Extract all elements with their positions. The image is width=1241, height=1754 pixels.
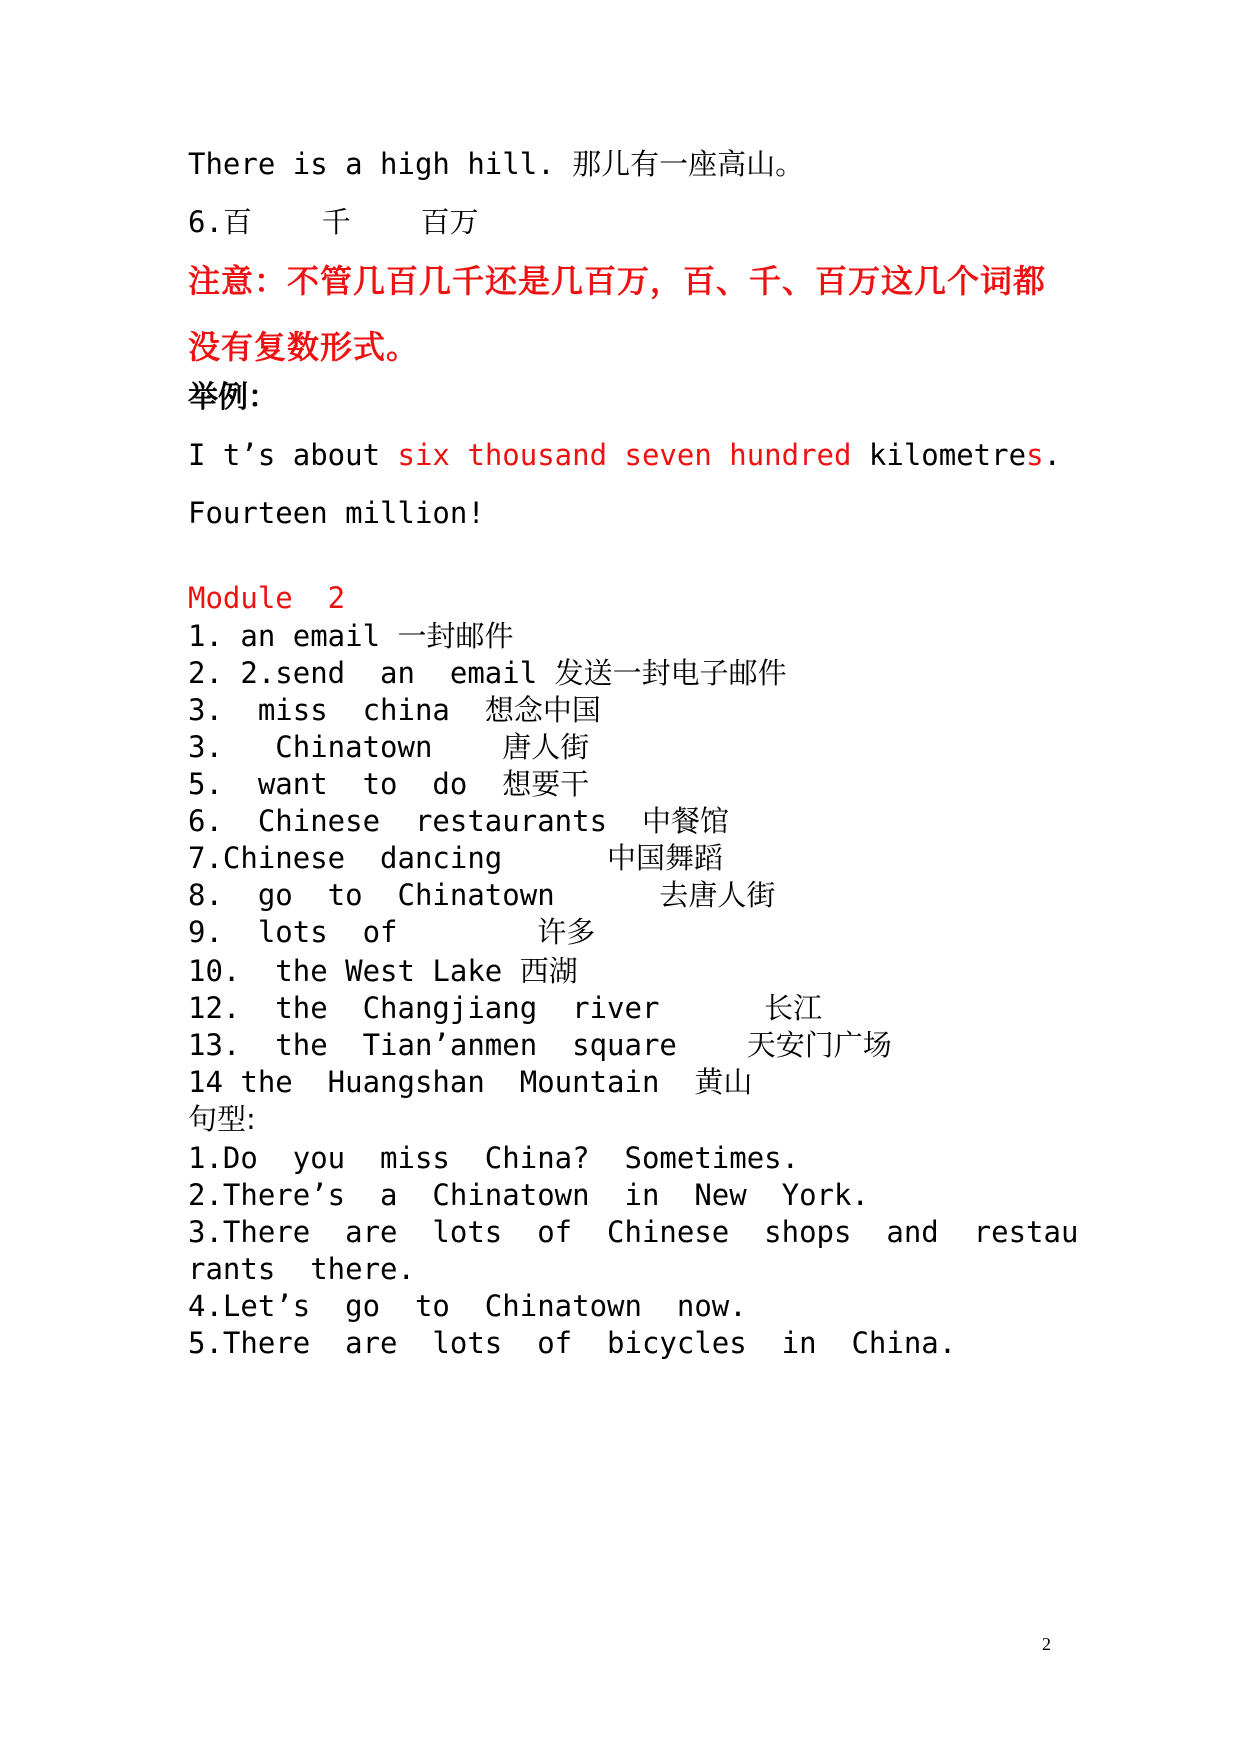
vocab-en: 9. lots of — [188, 915, 538, 949]
vocab-en: 3. Chinatown — [188, 730, 503, 764]
vocab-zh: 中国舞蹈 — [607, 841, 724, 875]
vocab-item — [188, 618, 514, 654]
hill-sentence: There is a high hill. 那儿有一座高山。 — [188, 147, 805, 181]
module-title: Module 2 — [188, 581, 346, 615]
example-highlight: six thousand seven hundred — [397, 438, 852, 472]
vocab-en: 8. go to Chinatown — [188, 878, 660, 912]
vocab-item — [188, 766, 589, 802]
vocab-item — [188, 729, 589, 765]
pattern-sentence: 4.Let’s go to Chinatown now. — [188, 1289, 747, 1323]
pattern-sentence: 3.There are lots of Chinese shops and restau — [188, 1215, 1079, 1249]
vocab-item — [188, 803, 729, 839]
vocab-zh: 中餐馆 — [641, 804, 729, 838]
vocab-en: 1. an email — [188, 619, 398, 653]
vocab-zh: 黄山 — [694, 1065, 753, 1099]
vocab-en: 3. miss china — [188, 693, 485, 727]
vocab-item — [188, 655, 787, 691]
example-text-end: . — [1043, 438, 1062, 472]
pattern-sentence: 1.Do you miss China? Sometimes. — [188, 1141, 800, 1175]
example-sentence-2: Fourteen million! — [188, 496, 485, 530]
vocab-zh: 许多 — [537, 915, 596, 949]
vocab-item — [188, 1027, 892, 1063]
vocab-item — [188, 877, 775, 913]
numbers-heading: 6.百 千 百万 — [188, 205, 479, 239]
note-paragraph: 注意：不管几百几千还是几百万，百、千、百万这几个词都没有复数形式。 — [188, 262, 1047, 366]
page-number: 2 — [1042, 1634, 1051, 1654]
vocab-zh: 西湖 — [519, 954, 578, 988]
vocab-en: 6. Chinese restaurants — [188, 804, 642, 838]
vocab-item — [188, 990, 822, 1026]
vocab-item — [188, 953, 578, 989]
pattern-sentence: 2.There’s a Chinatown in New York. — [188, 1178, 869, 1212]
vocab-en: 13. the Tian’anmen square — [188, 1028, 747, 1062]
example-label: 举例： — [188, 380, 278, 415]
vocab-item — [188, 914, 595, 950]
vocab-zh: 想要干 — [502, 767, 590, 801]
patterns-label — [188, 1101, 256, 1137]
patterns-label-text: 句型: — [188, 1102, 256, 1136]
vocab-en: 2. 2.send an email — [188, 656, 555, 690]
vocab-item — [188, 1064, 752, 1100]
pattern-sentence: rants there. — [188, 1252, 415, 1286]
vocab-en: 7.Chinese dancing — [188, 841, 608, 875]
vocab-zh: 一封邮件 — [397, 619, 514, 653]
example-text-b: kilometre — [851, 438, 1027, 472]
vocab-en: 12. the Changjiang river — [188, 991, 765, 1025]
vocab-zh: 发送一封电子邮件 — [554, 656, 787, 690]
vocab-zh: 唐人街 — [502, 730, 590, 764]
vocab-item — [188, 692, 601, 728]
vocab-zh: 长江 — [764, 991, 823, 1025]
vocab-item — [188, 840, 723, 876]
pattern-sentence: 5.There are lots of bicycles in China. — [188, 1326, 957, 1360]
vocab-en: 14 the Huangshan Mountain — [188, 1065, 695, 1099]
vocab-zh: 想念中国 — [484, 693, 601, 727]
example-plural-s: s — [1026, 438, 1044, 472]
vocab-zh: 去唐人街 — [659, 878, 776, 912]
example-sentence-1 — [188, 437, 1061, 473]
example-text-a: I t’s about — [188, 438, 398, 472]
vocab-en: 5. want to do — [188, 767, 503, 801]
vocab-zh: 天安门广场 — [746, 1028, 892, 1062]
vocab-en: 10. the West Lake — [188, 954, 520, 988]
